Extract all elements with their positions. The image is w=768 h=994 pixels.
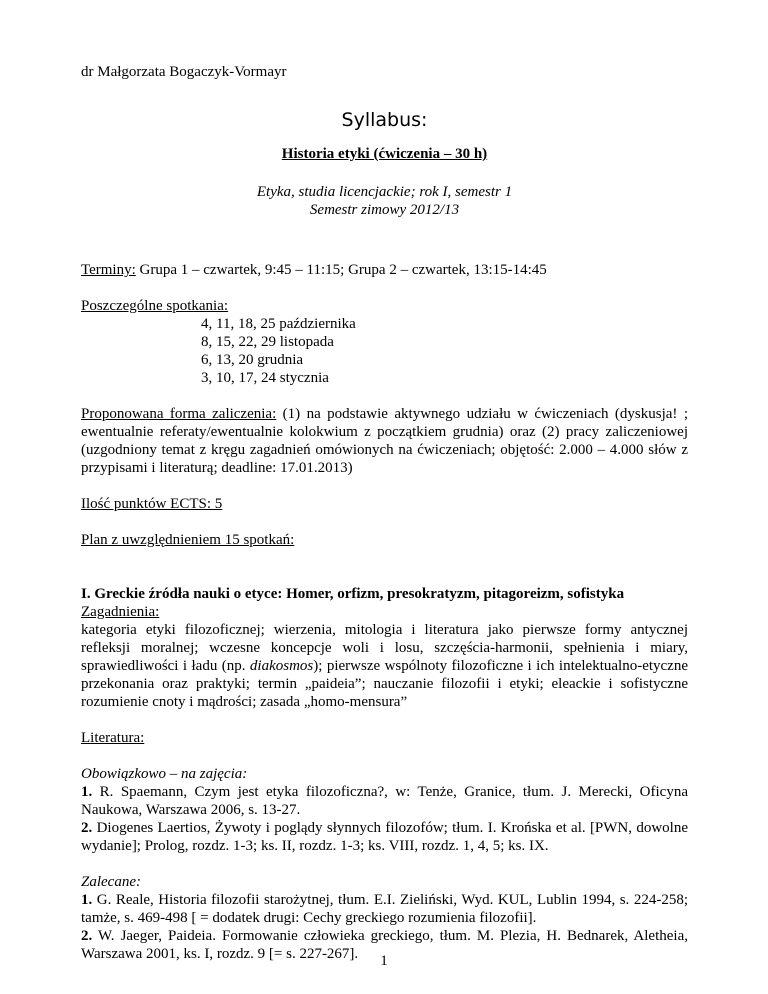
credit-text: (1) na podstawie aktywnego udziału w ćwiczeniach (dyskusja! ; ewentualnie referaty/ewentualnie kolokwium z początkiem grudnia) oraz (2) pracy zaliczeniowej (uzgodniony temat z kręgu zagadnień omówionych na ćwiczeniach; objętość: 2.000 – 4.000 słów z przypisami i literaturą; deadline: 17.01.2013) (81, 406, 688, 476)
course-meta (81, 183, 688, 219)
item-number: 1. (81, 892, 93, 908)
section-1 (81, 585, 688, 963)
course-title: Historia etyki (ćwiczenia – 30 h) (281, 146, 488, 162)
page-content (81, 63, 688, 963)
item-text: G. Reale, Historia filozofii starożytnej, tłum. E.I. Zieliński, Wyd. KUL, Lublin 1994, s. 224-258; tamże, s. 469-498 [ = dodatek drugi: Cechy greckiego rozumienia filozofii]. (81, 892, 688, 926)
meeting-item: 4, 11, 18, 25 października (201, 316, 356, 332)
literature-label: Literatura: (81, 730, 145, 746)
issues-text-a: kategoria etyki filozoficznej; wierzenia, mitologia i literatura jako pierwsze formy antycznej refleksji moralnej; wczesne koncepcje woli i losu, szczęścia-harmonii, spełnienia i miary, sprawiedliwości i ładu (np. (81, 622, 688, 674)
mandatory-item (81, 783, 688, 819)
issues-text-b: ); pierwsze wspólnoty filozoficzne i ich intelektualno-etyczne przekonania oraz praktyki; termin „paideia”; nauczanie filozofii i etyki; eleackie i sofistyczne rozumienie cnoty i mądrości; zasada „homo-mensura” (81, 658, 688, 710)
section-1-title: I. Greckie źródła nauki o etyce: Homer, orfizm, presokratyzm, pitagoreizm, sofistyka (81, 586, 625, 602)
meeting-item: 3, 10, 17, 24 stycznia (201, 370, 329, 386)
terms-text: Grupa 1 – czwartek, 9:45 – 11:15; Grupa 2 – czwartek, 13:15-14:45 (135, 262, 547, 278)
page-number: 1 (380, 953, 388, 969)
terms-label: Terminy: (81, 262, 136, 278)
meeting-item: 8, 15, 22, 29 listopada (201, 334, 334, 350)
document-title: Syllabus: (341, 109, 428, 131)
course-meta-line: Etyka, studia licencjackie; rok I, semestr 1 (256, 184, 513, 200)
item-text: Diogenes Laertios, Żywoty i poglądy słynnych filozofów; tłum. I. Krońska et al. [PWN, dowolne wydanie]; Prolog, rozdz. 1-3; ks. II, rozdz. 1-3; ks. VIII, rozdz. 1, 4, 5; ks. IX. (81, 820, 688, 854)
course-meta-line: Semestr zimowy 2012/13 (309, 202, 460, 218)
issues-text (81, 621, 688, 711)
meeting-item: 6, 13, 20 grudnia (201, 352, 304, 368)
plan-line: Plan z uwzględnieniem 15 spotkań: (81, 532, 295, 548)
item-number: 1. (81, 784, 93, 800)
credit-paragraph (81, 405, 688, 477)
credit-label: Proponowana forma zaliczenia: (81, 406, 277, 422)
mandatory-label: Obowiązkowo – na zajęcia: (81, 766, 248, 782)
ects-line: Ilość punktów ECTS: 5 (81, 496, 223, 512)
issues-label: Zagadnienia: (81, 604, 160, 620)
meetings-label: Poszczególne spotkania: (81, 298, 229, 314)
item-number: 2. (81, 928, 93, 944)
terms-paragraph (81, 261, 688, 279)
mandatory-item (81, 819, 688, 855)
meetings-block (81, 297, 688, 387)
item-text: R. Spaemann, Czym jest etyka filozoficzna?, w: Tenże, Granice, tłum. J. Merecki, Oficyna Naukowa, Warszawa 2006, s. 13-27. (81, 784, 688, 818)
recommended-item (81, 891, 688, 927)
item-text: W. Jaeger, Paideia. Formowanie człowieka greckiego, tłum. M. Plezia, H. Bednarek, Aletheia, Warszawa 2001, ks. I, rozdz. 9 [= s. 227-267]. (81, 928, 688, 962)
item-number: 2. (81, 820, 93, 836)
recommended-label: Zalecane: (81, 874, 141, 890)
author-line: dr Małgorzata Bogaczyk-Vormayr (81, 64, 287, 80)
issues-italic: diakosmos (249, 658, 314, 674)
